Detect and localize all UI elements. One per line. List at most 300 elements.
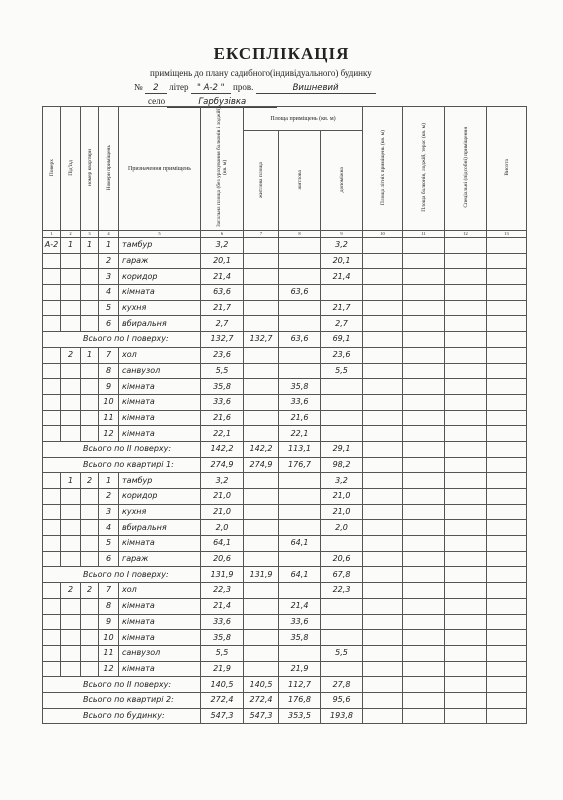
column-number: 10 [363,231,403,238]
column-number: 11 [403,231,445,238]
living-area-cell [244,645,279,661]
room-name-cell: кімната [119,410,201,426]
floor-cell [43,630,61,646]
empty-cell [445,645,487,661]
room-number-cell: 2 [99,489,119,505]
room-name-cell: вбиральня [119,520,201,536]
total-label-cell: Всього по ІІ поверху: [43,677,201,693]
empty-cell [445,332,487,348]
empty-cell [363,473,403,489]
building-number: 2 [145,84,167,94]
empty-cell [445,567,487,583]
empty-cell [403,645,445,661]
entrance-cell [61,504,81,520]
room-number-cell: 10 [99,630,119,646]
empty-cell [403,614,445,630]
floor-cell [43,300,61,316]
empty-cell [487,473,527,489]
apartment-cell [81,536,99,552]
empty-cell [363,300,403,316]
auxiliary-cell: 67,8 [321,567,363,583]
room-name-cell: тамбур [119,473,201,489]
living-area-cell [244,598,279,614]
living-cell: 21,9 [279,661,321,677]
table-row [43,598,527,614]
room-number-cell: 5 [99,536,119,552]
empty-cell [403,551,445,567]
empty-cell [363,598,403,614]
living-cell [279,551,321,567]
empty-cell [363,379,403,395]
living-cell: 64,1 [279,567,321,583]
table-row [43,300,527,316]
column-number: 4 [99,231,119,238]
building-liter: " А-2 " [191,84,231,94]
empty-cell [403,441,445,457]
auxiliary-cell: 21,0 [321,489,363,505]
apartment-cell: 2 [81,583,99,599]
living-area-cell [244,363,279,379]
empty-cell [403,269,445,285]
empty-cell [363,692,403,708]
entrance-cell [61,253,81,269]
empty-cell [403,708,445,724]
living-cell: 176,8 [279,692,321,708]
living-area-cell [244,379,279,395]
apartment-cell [81,253,99,269]
living-area-cell [244,253,279,269]
room-number-cell: 4 [99,285,119,301]
auxiliary-cell [321,394,363,410]
empty-cell [403,426,445,442]
empty-cell [487,489,527,505]
room-number-cell: 1 [99,238,119,254]
empty-cell [445,410,487,426]
living-area-cell [244,630,279,646]
empty-cell [363,441,403,457]
floor-cell [43,536,61,552]
empty-cell [445,269,487,285]
empty-cell [487,677,527,693]
empty-cell [445,394,487,410]
total-area-cell: 132,7 [201,332,244,348]
floor-cell [43,269,61,285]
empty-cell [445,692,487,708]
entrance-cell [61,363,81,379]
empty-cell [445,504,487,520]
apartment-cell [81,410,99,426]
room-name-cell: кімната [119,614,201,630]
room-name-cell: санвузол [119,645,201,661]
apartment-cell: 2 [81,473,99,489]
entrance-cell: 1 [61,473,81,489]
entrance-cell [61,614,81,630]
auxiliary-cell: 20,6 [321,551,363,567]
room-name-cell: кімната [119,536,201,552]
room-name-cell: вбиральня [119,316,201,332]
auxiliary-cell: 21,0 [321,504,363,520]
column-number: 6 [201,231,244,238]
living-cell [279,489,321,505]
empty-cell [363,677,403,693]
room-number-cell: 5 [99,300,119,316]
entrance-cell [61,520,81,536]
column-number: 3 [81,231,99,238]
entrance-cell [61,426,81,442]
empty-cell [403,598,445,614]
floor-cell [43,520,61,536]
empty-cell [487,316,527,332]
empty-cell [445,473,487,489]
room-name-cell: гараж [119,253,201,269]
floor-cell [43,347,61,363]
floor-cell [43,253,61,269]
apartment-cell [81,363,99,379]
column-number: 12 [445,231,487,238]
room-number-cell: 11 [99,410,119,426]
auxiliary-cell [321,379,363,395]
living-area-cell [244,238,279,254]
living-cell [279,347,321,363]
empty-cell [363,489,403,505]
auxiliary-cell: 3,2 [321,238,363,254]
empty-cell [363,708,403,724]
floor-cell [43,504,61,520]
room-name-cell: тамбур [119,238,201,254]
total-area-cell: 3,2 [201,473,244,489]
empty-cell [363,316,403,332]
table-row [43,426,527,442]
room-name-cell: коридор [119,489,201,505]
auxiliary-cell: 98,2 [321,457,363,473]
room-name-cell: хол [119,347,201,363]
empty-cell [445,708,487,724]
floor-cell [43,363,61,379]
subtitle-no-label: № [134,82,143,92]
total-area-cell: 63,6 [201,285,244,301]
empty-cell [445,363,487,379]
empty-cell [487,410,527,426]
empty-cell [445,285,487,301]
total-row [43,677,527,693]
total-label-cell: Всього по І поверху: [43,567,201,583]
room-name-cell: кімната [119,379,201,395]
empty-cell [487,520,527,536]
room-name-cell: кімната [119,661,201,677]
empty-cell [487,300,527,316]
subtitle-line: приміщень до плану садибного(індивідуального) будинку [150,68,372,78]
apartment-cell: 1 [81,238,99,254]
empty-cell [403,363,445,379]
empty-cell [363,285,403,301]
floor-cell [43,410,61,426]
apartment-cell [81,394,99,410]
apartment-cell [81,269,99,285]
room-name-cell: кімната [119,630,201,646]
subtitle-liter-label: літер [169,82,189,92]
table-row [43,269,527,285]
empty-cell [403,379,445,395]
auxiliary-cell: 22,3 [321,583,363,599]
empty-cell [487,426,527,442]
auxiliary-cell [321,614,363,630]
total-area-cell: 20,6 [201,551,244,567]
empty-cell [363,551,403,567]
header-apartment: номер квартири [81,107,99,231]
apartment-cell [81,551,99,567]
empty-cell [487,347,527,363]
room-number-cell: 12 [99,661,119,677]
room-number-cell: 1 [99,473,119,489]
empty-cell [487,630,527,646]
empty-cell [363,630,403,646]
living-area-cell [244,504,279,520]
header-height: Висота [487,107,527,231]
living-area-cell [244,394,279,410]
floor-cell [43,661,61,677]
empty-cell [487,363,527,379]
empty-cell [403,677,445,693]
total-area-cell: 33,6 [201,394,244,410]
living-cell: 63,6 [279,332,321,348]
entrance-cell: 1 [61,238,81,254]
empty-cell [403,316,445,332]
empty-cell [403,300,445,316]
apartment-cell [81,504,99,520]
empty-cell [363,645,403,661]
living-cell: 21,4 [279,598,321,614]
apartment-cell [81,645,99,661]
auxiliary-cell [321,285,363,301]
apartment-cell [81,489,99,505]
living-area-cell [244,473,279,489]
empty-cell [445,551,487,567]
empty-cell [403,238,445,254]
column-number: 13 [487,231,527,238]
living-cell [279,238,321,254]
living-cell [279,300,321,316]
floor-cell [43,285,61,301]
empty-cell [487,661,527,677]
document-title: ЕКСПЛІКАЦІЯ [213,44,350,63]
room-name-cell: коридор [119,269,201,285]
room-name-cell: гараж [119,551,201,567]
total-label-cell: Всього по будинку: [43,708,201,724]
living-area-cell [244,583,279,599]
column-number: 1 [43,231,61,238]
room-name-cell: кімната [119,394,201,410]
room-number-cell: 4 [99,520,119,536]
entrance-cell [61,316,81,332]
empty-cell [445,441,487,457]
empty-cell [363,504,403,520]
table-row [43,551,527,567]
total-label-cell: Всього по ІІ поверху: [43,441,201,457]
room-number-cell: 9 [99,379,119,395]
room-name-cell: кухня [119,300,201,316]
room-number-cell: 11 [99,645,119,661]
living-area-cell [244,489,279,505]
empty-cell [403,661,445,677]
living-area-cell [244,520,279,536]
empty-cell [445,253,487,269]
empty-cell [403,253,445,269]
living-area-cell: 142,2 [244,441,279,457]
empty-cell [363,426,403,442]
room-name-cell: кімната [119,426,201,442]
entrance-cell [61,394,81,410]
empty-cell [445,489,487,505]
header-auxiliary: допоміжна [321,131,363,231]
empty-cell [403,410,445,426]
total-area-cell: 21,9 [201,661,244,677]
street-name: Вишневий [256,84,376,94]
total-row [43,457,527,473]
empty-cell [363,536,403,552]
entrance-cell [61,551,81,567]
empty-cell [445,347,487,363]
living-area-cell [244,316,279,332]
total-label-cell: Всього по квартирі 2: [43,692,201,708]
empty-cell [445,426,487,442]
empty-cell [403,630,445,646]
table-row [43,520,527,536]
header-room-no: Номери приміщень [99,107,119,231]
column-number: 5 [119,231,201,238]
total-area-cell: 3,2 [201,238,244,254]
empty-cell [403,473,445,489]
living-cell [279,269,321,285]
empty-cell [487,379,527,395]
header-special: Спеціальні (підсобні) приміщення [445,107,487,231]
living-cell: 35,8 [279,379,321,395]
empty-cell [403,583,445,599]
total-area-cell: 547,3 [201,708,244,724]
table-body [43,231,527,724]
empty-cell [363,253,403,269]
table-row [43,394,527,410]
empty-cell [487,598,527,614]
header-floor: Поверх [43,107,61,231]
room-number-cell: 6 [99,551,119,567]
floor-cell [43,551,61,567]
entrance-cell [61,379,81,395]
auxiliary-cell: 21,4 [321,269,363,285]
living-cell: 64,1 [279,536,321,552]
room-number-cell: 10 [99,394,119,410]
subtitle-selo-label: село [148,96,166,106]
floor-cell: А-2 [43,238,61,254]
room-number-cell: 3 [99,504,119,520]
empty-cell [487,567,527,583]
room-number-cell: 8 [99,598,119,614]
total-area-cell: 2,0 [201,520,244,536]
empty-cell [445,379,487,395]
apartment-cell [81,598,99,614]
empty-cell [403,567,445,583]
empty-cell [363,410,403,426]
living-cell: 35,8 [279,630,321,646]
entrance-cell [61,661,81,677]
table-row [43,661,527,677]
column-number: 8 [279,231,321,238]
total-area-cell: 33,6 [201,614,244,630]
entrance-cell [61,645,81,661]
entrance-cell [61,598,81,614]
village-name: Гарбузівка [167,98,277,108]
room-name-cell: санвузол [119,363,201,379]
total-area-cell: 20,1 [201,253,244,269]
empty-cell [487,269,527,285]
empty-cell [403,692,445,708]
auxiliary-cell: 20,1 [321,253,363,269]
column-number: 9 [321,231,363,238]
table-row [43,238,527,254]
total-row [43,567,527,583]
floor-cell [43,473,61,489]
empty-cell [445,520,487,536]
living-cell [279,473,321,489]
living-cell [279,253,321,269]
empty-cell [445,536,487,552]
total-area-cell: 21,7 [201,300,244,316]
header-room-purpose: Призначення приміщень [119,107,201,231]
auxiliary-cell [321,536,363,552]
total-area-cell: 272,4 [201,692,244,708]
apartment-cell [81,661,99,677]
apartment-cell [81,285,99,301]
entrance-cell [61,630,81,646]
empty-cell [363,520,403,536]
apartment-cell [81,630,99,646]
empty-cell [403,504,445,520]
auxiliary-cell: 95,6 [321,692,363,708]
entrance-cell: 2 [61,583,81,599]
empty-cell [445,630,487,646]
total-area-cell: 21,0 [201,489,244,505]
floor-cell [43,379,61,395]
living-area-cell: 547,3 [244,708,279,724]
auxiliary-cell: 23,6 [321,347,363,363]
empty-cell [363,269,403,285]
apartment-cell [81,316,99,332]
empty-cell [403,536,445,552]
living-area-cell: 272,4 [244,692,279,708]
auxiliary-cell [321,410,363,426]
living-cell: 353,5 [279,708,321,724]
table-row [43,379,527,395]
empty-cell [403,394,445,410]
table-row [43,285,527,301]
empty-cell [363,457,403,473]
table-row [43,630,527,646]
empty-cell [363,614,403,630]
explication-table [42,106,527,724]
entrance-cell [61,269,81,285]
empty-cell [403,332,445,348]
floor-cell [43,645,61,661]
empty-cell [445,457,487,473]
table-row [43,347,527,363]
living-cell [279,363,321,379]
entrance-cell [61,285,81,301]
total-area-cell: 21,0 [201,504,244,520]
apartment-cell [81,520,99,536]
room-name-cell: кімната [119,598,201,614]
auxiliary-cell [321,630,363,646]
auxiliary-cell: 193,8 [321,708,363,724]
living-area-cell [244,614,279,630]
